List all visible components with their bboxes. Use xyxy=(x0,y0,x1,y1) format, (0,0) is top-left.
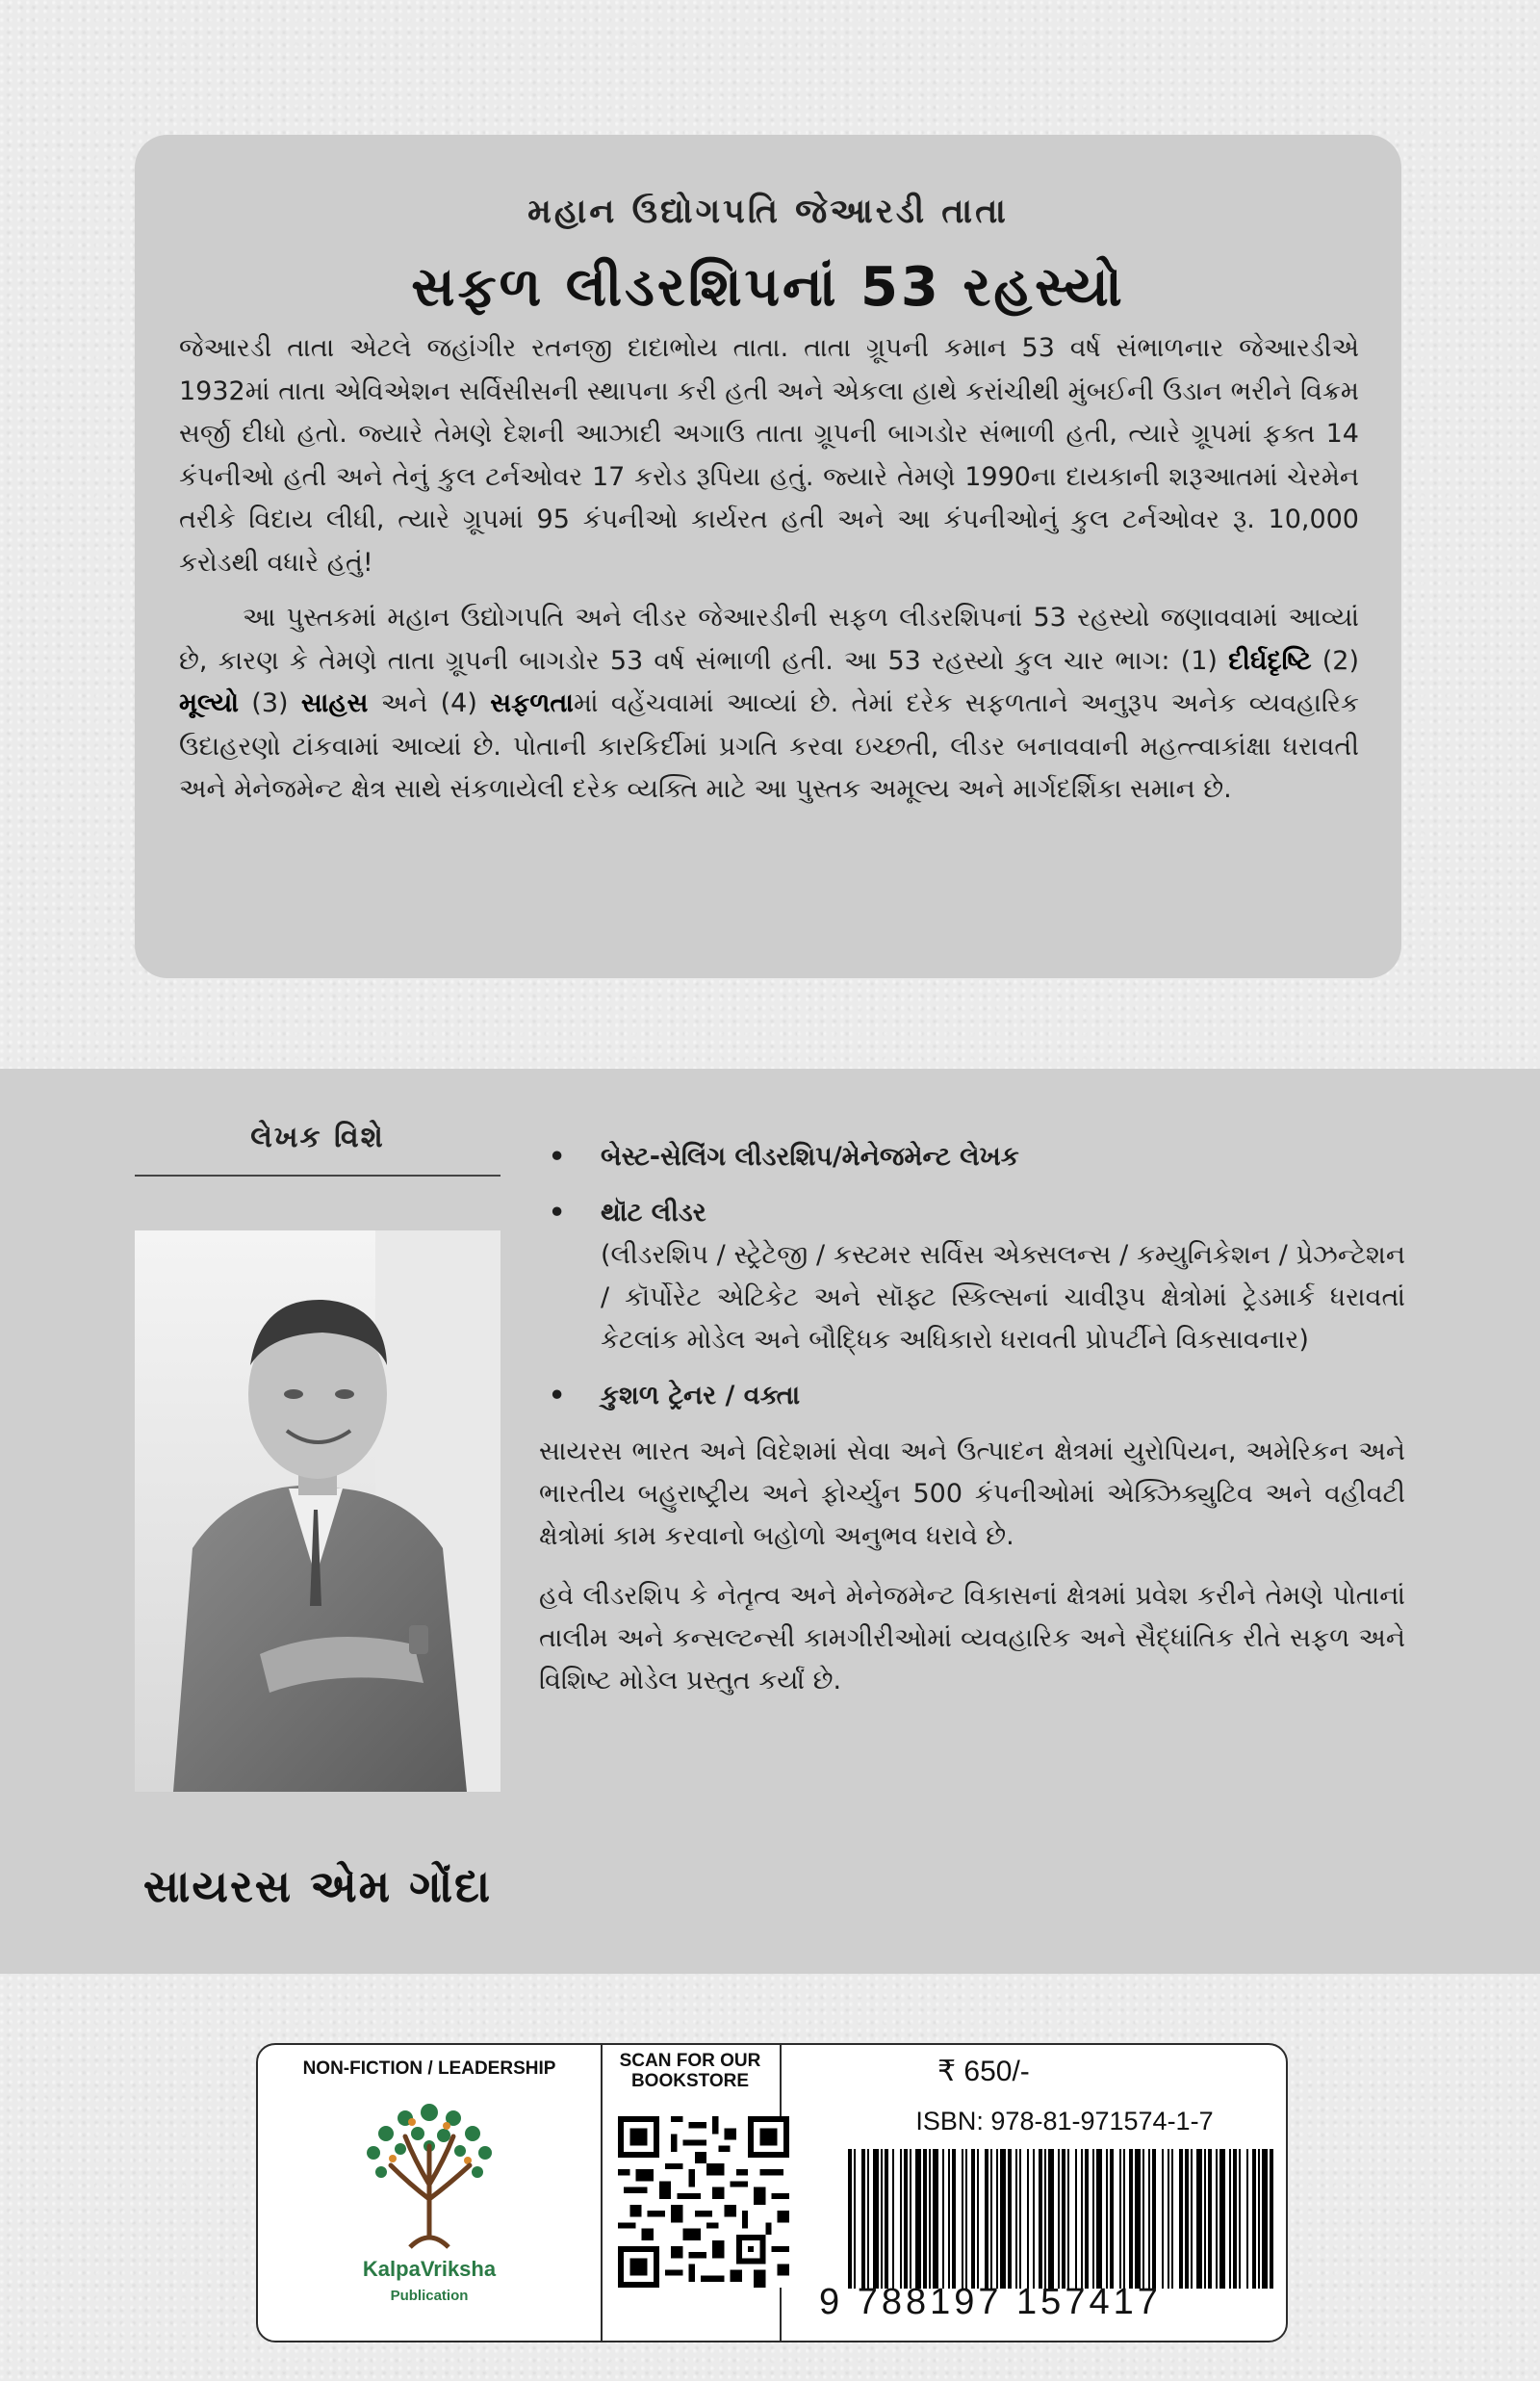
barcode-bar xyxy=(933,2149,938,2289)
barcode-bar xyxy=(952,2149,956,2289)
part-separator-3: અને (4) xyxy=(368,688,491,718)
publisher-subtitle: Publication xyxy=(390,2288,469,2304)
barcode-bar xyxy=(1162,2149,1164,2289)
description-paragraph-2 xyxy=(179,597,1359,812)
barcode-bar xyxy=(1171,2149,1173,2289)
author-bio-2: હવે લીડરશિપ કે નેતૃત્વ અને મેનેજમેન્ટ વિકાસનાં ક્ષેત્રમાં પ્રવેશ કરીને તેમણે પોતાનાં તાલીમ અને કન્સલ્ટન્સી કામગીરીઓમાં વ્યવહારિક અને સૈદ્ધાંતિક રીતે સફળ અને વિશિષ્ટ મોડેલ પ્રસ્તુત કર્યાં છે. xyxy=(539,1581,1405,1695)
credential-label: થૉટ લીડર xyxy=(601,1198,706,1228)
barcode-bar xyxy=(1270,2149,1273,2289)
barcode-bar xyxy=(1119,2149,1121,2289)
barcode-bar xyxy=(1096,2149,1102,2289)
barcode-bar xyxy=(1067,2149,1069,2289)
isbn-barcode-icon xyxy=(848,2149,1273,2289)
barcode-bar xyxy=(892,2149,894,2289)
part-separator-1: (2) xyxy=(1311,645,1360,676)
barcode-bar xyxy=(1110,2149,1114,2289)
barcode-bar xyxy=(1148,2149,1150,2289)
barcode-bar xyxy=(1191,2149,1193,2289)
credential-detail: (લીડરશિપ / સ્ટ્રેટેજી / કસ્ટમર સર્વિસ એક્સલન્સ / કમ્યુનિકેશન / પ્રેઝન્ટેશન / કૉર્પોરેટ એટિકેટ અને સૉફ્ટ સ્કિલ્સનાં ચાવીરૂપ ક્ષેત્રોમાં ટ્રેડમાર્ક ધરાવતાં કેટલાંક મોડેલ અને બૌદ્ધિક અધિકારો ધરાવતી પ્રોપર્ટીને વિકસાવનાર) xyxy=(601,1240,1405,1355)
part-2-values: મૂલ્યો xyxy=(179,688,239,718)
barcode-bar xyxy=(1219,2149,1225,2289)
credential-item xyxy=(539,1136,1405,1178)
barcode-bar xyxy=(1092,2149,1094,2289)
barcode-bar xyxy=(854,2149,856,2289)
barcode-bar xyxy=(1015,2149,1017,2289)
heading-divider xyxy=(135,1175,500,1177)
barcode-bar xyxy=(1027,2149,1029,2289)
barcode-bar xyxy=(1044,2149,1046,2289)
description-paragraph-1: જેઆરડી તાતા એટલે જહાંગીર રતનજી દાદાભોય તાતા. તાતા ગ્રૂપની કમાન 53 વર્ષ સંભાળનાર જેઆરડીએ 1932માં તાતા એવિએશન સર્વિસીસની સ્થાપના કરી હતી અને એકલા હાથે કરાંચીથી મુંબઈની ઉડાન ભરીને વિક્રમ સર્જી દીધો હતો. જ્યારે તેમણે દેશની આઝાદી અગાઉ તાતા ગ્રૂપની બાગડોર સંભાળી હતી, ત્યારે ગ્રૂપમાં ફક્ત 14 કંપનીઓ હતી અને તેનું કુલ ટર્નઓવર 17 કરોડ રૂપિયા હતું. જ્યારે તેમણે 1990ના દાયકાની શરૂઆતમાં ચેરમેન તરીકે વિદાય લીધી, ત્યારે ગ્રૂપમાં 95 કંપનીઓ કાર્યરત હતી અને આ કંપનીઓનું કુલ ટર્નઓવર રૂ. 10,000 કરોડથી વધારે હતું! xyxy=(179,333,1359,578)
barcode-bar xyxy=(873,2149,879,2289)
barcode-bar xyxy=(1039,2149,1042,2289)
barcode-bar xyxy=(915,2149,921,2289)
paragraph-2-intro: આ પુસ્તકમાં મહાન ઉદ્યોગપતિ અને લીડર જેઆરડીની સફળ લીડરશિપનાં 53 રહસ્યો જણાવવામાં આવ્યાં છે, કારણ કે તેમણે તાતા ગ્રૂપની બાગડોર 53 વર્ષ સંભાળી હતી. આ 53 રહસ્યો કુલ ચાર ભાગ: (1) xyxy=(179,603,1359,676)
author-bio-1: સાયરસ ભારત અને વિદેશમાં સેવા અને ઉત્પાદન ક્ષેત્રમાં યુરોપિયન, અમેરિકન અને ભારતીય બહુરાષ્ટ્રીય અને ફોર્ચ્યુન 500 કંપનીઓમાં એક્ઝિક્યુટિવ અને વહીવટી ક્ષેત્રોમાં કામ કરવાનો બહોળો અનુભવ ધરાવે છે. xyxy=(539,1436,1405,1551)
barcode-bar xyxy=(861,2149,865,2289)
author-section xyxy=(0,1069,1540,1974)
barcode-bar xyxy=(1058,2149,1060,2289)
bullet-icon: • xyxy=(549,1381,566,1410)
blurb-box xyxy=(135,135,1401,978)
book-title: સફળ લીડરશિપનાં 53 રહસ્યો xyxy=(411,256,1125,319)
barcode-bar xyxy=(962,2149,963,2289)
part-1-vision: દીર્ઘદૃષ્ટિ xyxy=(1228,645,1312,676)
credential-item xyxy=(539,1192,1405,1361)
barcode-panel xyxy=(256,2043,1288,2342)
barcode-bar xyxy=(1185,2149,1189,2289)
barcode-bar xyxy=(942,2149,944,2289)
barcode-bar xyxy=(1019,2149,1021,2289)
bullet-icon: • xyxy=(549,1198,566,1228)
author-portrait-icon xyxy=(135,1230,500,1792)
barcode-bar xyxy=(971,2149,975,2289)
kalpavriksha-tree-logo-icon xyxy=(352,2093,506,2257)
barcode-bar xyxy=(977,2149,979,2289)
barcode-bar xyxy=(900,2149,902,2289)
barcode-bar xyxy=(1075,2149,1077,2289)
barcode-bar xyxy=(904,2149,908,2289)
part-4-success: સફળતા xyxy=(490,688,574,718)
barcode-bar xyxy=(1204,2149,1206,2289)
barcode-bar xyxy=(910,2149,911,2289)
barcode-bar xyxy=(990,2149,992,2289)
barcode-bar xyxy=(1252,2149,1256,2289)
book-price: ₹ 650/- xyxy=(937,2056,1030,2087)
barcode-bar xyxy=(1048,2149,1054,2289)
barcode-bar xyxy=(1208,2149,1212,2289)
book-subtitle: મહાન ઉદ્યોગપતિ જેઆરડી તાતા xyxy=(527,193,1009,231)
barcode-bar xyxy=(881,2149,883,2289)
part-3-courage: સાહસ xyxy=(300,688,369,718)
isbn-number: ISBN: 978-81-971574-1-7 xyxy=(915,2107,1214,2135)
barcode-bar xyxy=(1008,2149,1012,2289)
barcode-bar xyxy=(985,2149,988,2289)
barcode-bar xyxy=(1081,2149,1083,2289)
barcode-bar xyxy=(1258,2149,1260,2289)
barcode-bar xyxy=(1033,2149,1035,2289)
barcode-bar xyxy=(1196,2149,1202,2289)
credential-label: બેસ્ટ-સેલિંગ લીડરશિપ/મેનેજમેન્ટ લેખક xyxy=(601,1142,1019,1172)
bullet-icon: • xyxy=(549,1142,566,1172)
barcode-bar xyxy=(1262,2149,1268,2289)
genre-label: NON-FICTION / LEADERSHIP xyxy=(302,2058,556,2079)
barcode-bar xyxy=(848,2149,852,2289)
barcode-bar xyxy=(1135,2149,1141,2289)
part-separator-2: (3) xyxy=(238,688,301,718)
barcode-bar xyxy=(1233,2149,1237,2289)
barcode-bar xyxy=(923,2149,927,2289)
paragraph-2-outro: માં વહેંચવામાં આવ્યાં છે. તેમાં દરેક સફળતાને અનુરૂપ અનેક વ્યવહારિક ઉદાહરણો ટાંકવામાં આવ્યાં છે. પોતાની કારકિર્દીમાં પ્રગતિ કરવા ઇચ્છતી, લીડર બનાવવાની મહત્ત્વાકાંક્ષા ધરાવતી અને મેનેજમેન્ટ ક્ષેત્ર સાથે સંકળાયેલી દરેક વ્યક્તિ માટે આ પુસ્તક અમૂલ્ય અને માર્ગદર્શિકા સમાન છે. xyxy=(179,688,1359,804)
about-author-heading: લેખક વિશે xyxy=(250,1121,385,1154)
barcode-bar xyxy=(1246,2149,1248,2289)
qr-caption: SCAN FOR OUR BOOKSTORE xyxy=(619,2051,761,2091)
credential-item xyxy=(539,1375,1405,1417)
qr-code-icon[interactable] xyxy=(618,2116,789,2288)
publisher-name: KalpaVriksha xyxy=(362,2257,497,2281)
barcode-bar xyxy=(1123,2149,1125,2289)
barcode-bar xyxy=(929,2149,931,2289)
barcode-bar xyxy=(1168,2149,1169,2289)
barcode-bar xyxy=(1000,2149,1006,2289)
author-credentials xyxy=(539,1136,1405,1702)
barcode-bar xyxy=(867,2149,869,2289)
credential-label: કુશળ ટ્રેનર / વક્તા xyxy=(601,1381,801,1410)
barcode-bar xyxy=(1239,2149,1241,2289)
barcode-bar xyxy=(1142,2149,1144,2289)
barcode-bar xyxy=(965,2149,967,2289)
barcode-digits: 9 788197 157417 xyxy=(819,2282,1162,2322)
author-photo xyxy=(135,1230,500,1792)
barcode-bar xyxy=(996,2149,998,2289)
barcode-bar xyxy=(1216,2149,1218,2289)
barcode-bar xyxy=(1229,2149,1231,2289)
book-description xyxy=(179,327,1359,812)
author-name: સાયરસ એમ ગોંદા xyxy=(142,1860,493,1912)
barcode-bar xyxy=(1129,2149,1133,2289)
barcode-bar xyxy=(1179,2149,1183,2289)
barcode-bar xyxy=(1152,2149,1156,2289)
barcode-bar xyxy=(948,2149,950,2289)
barcode-bar xyxy=(1085,2149,1089,2289)
barcode-bar xyxy=(1106,2149,1108,2289)
barcode-bar xyxy=(1062,2149,1065,2289)
barcode-bar xyxy=(885,2149,888,2289)
